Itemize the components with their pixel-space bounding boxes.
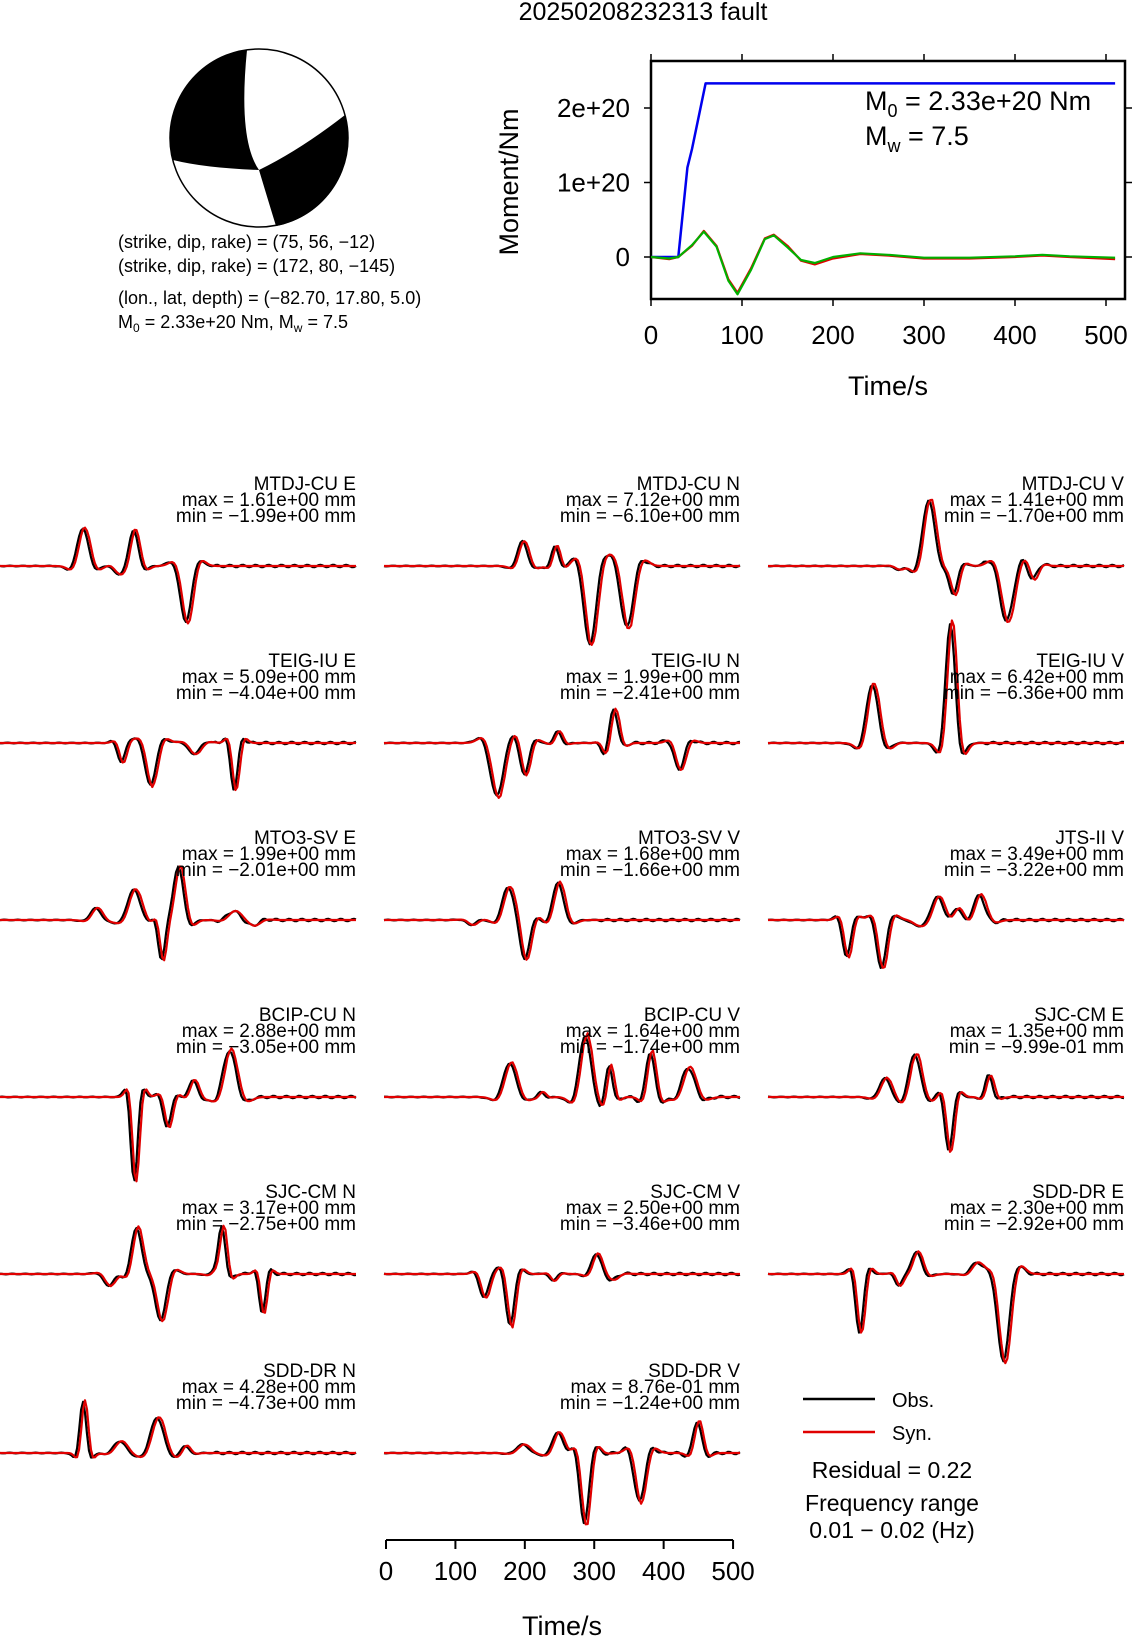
station-max: max = 3.17e+00 mm bbox=[181, 1198, 356, 1219]
station-min: min = −6.10e+00 mm bbox=[559, 506, 740, 527]
waveform-x-axis-label: Time/s bbox=[522, 1611, 602, 1637]
station-name: JTS-II V bbox=[1055, 828, 1124, 849]
station-panel bbox=[0, 828, 356, 960]
station-name: SJC-CM N bbox=[265, 1182, 356, 1203]
hypocenter-location: (lon., lat, depth) = (−82.70, 17.80, 5.0) bbox=[118, 288, 422, 308]
station-panel bbox=[0, 1182, 356, 1321]
moment-magnitude-line: $M_0 = 2.33e+20$ Nm, $M_w = 7.5$ bbox=[118, 312, 348, 335]
obs-trace bbox=[768, 1252, 1124, 1361]
station-min: min = −2.41e+00 mm bbox=[559, 683, 740, 704]
obs-trace bbox=[768, 1055, 1124, 1150]
station-max: max = 6.42e+00 mm bbox=[949, 667, 1124, 688]
syn-trace bbox=[0, 739, 356, 791]
legend bbox=[803, 1390, 979, 1543]
station-max: max = 1.99e+00 mm bbox=[565, 667, 740, 688]
waveform-x-tick-label: 500 bbox=[711, 1556, 755, 1586]
station-name: BCIP-CU N bbox=[258, 1005, 356, 1026]
station-max: max = 4.28e+00 mm bbox=[181, 1377, 356, 1398]
station-max: max = 2.50e+00 mm bbox=[565, 1198, 740, 1219]
obs-trace bbox=[384, 1254, 740, 1324]
waveform-x-tick-label: 300 bbox=[572, 1556, 616, 1586]
moment-x-tick-label: 400 bbox=[993, 320, 1037, 350]
obs-trace bbox=[0, 738, 356, 789]
station-panel bbox=[768, 1005, 1124, 1152]
station-panel bbox=[384, 828, 740, 960]
obs-trace bbox=[384, 1423, 740, 1523]
station-max: max = 1.68e+00 mm bbox=[565, 844, 740, 865]
station-panel bbox=[768, 474, 1124, 622]
station-min: min = −6.36e+00 mm bbox=[943, 683, 1124, 704]
station-name: MTO3-SV E bbox=[253, 828, 356, 849]
station-min: min = −4.73e+00 mm bbox=[175, 1393, 356, 1414]
syn-trace bbox=[384, 1253, 740, 1327]
station-max: max = 1.41e+00 mm bbox=[949, 490, 1124, 511]
syn-trace bbox=[0, 1226, 356, 1321]
syn-trace bbox=[768, 1251, 1124, 1363]
station-panel bbox=[768, 1182, 1124, 1363]
station-name: SDD-DR E bbox=[1032, 1182, 1124, 1203]
moment-x-tick-label: 200 bbox=[811, 320, 855, 350]
station-panel bbox=[384, 1361, 740, 1524]
station-panel bbox=[384, 1182, 740, 1327]
moment-y-tick-label: 1e+20 bbox=[556, 167, 630, 198]
station-panel bbox=[0, 651, 356, 790]
syn-trace bbox=[384, 709, 740, 798]
station-max: max = 7.12e+00 mm bbox=[565, 490, 740, 511]
nodal-plane-2: (strike, dip, rake) = (172, 80, −145) bbox=[118, 256, 396, 276]
station-name: TEIG-IU E bbox=[268, 651, 356, 672]
station-max: max = 3.49e+00 mm bbox=[949, 844, 1124, 865]
station-panel bbox=[384, 651, 740, 798]
waveform-x-tick-label: 100 bbox=[433, 1556, 478, 1586]
station-panel bbox=[0, 474, 356, 623]
moment-annotation-mw: $M_w = 7.5$ bbox=[865, 121, 969, 156]
station-max: max = 1.35e+00 mm bbox=[949, 1021, 1124, 1042]
station-panel bbox=[768, 828, 1124, 968]
syn-trace bbox=[0, 528, 356, 624]
station-min: min = −1.74e+00 mm bbox=[559, 1037, 740, 1058]
station-name: TEIG-IU N bbox=[651, 651, 740, 672]
station-max: max = 1.64e+00 mm bbox=[565, 1021, 740, 1042]
station-min: min = −1.99e+00 mm bbox=[175, 506, 356, 527]
station-name: MTDJ-CU N bbox=[636, 474, 740, 495]
station-max: max = 2.88e+00 mm bbox=[181, 1021, 356, 1042]
legend-syn-label: Syn. bbox=[892, 1423, 933, 1445]
station-panel bbox=[0, 1361, 356, 1458]
station-max: max = 8.76e-01 mm bbox=[570, 1377, 740, 1398]
moment-x-tick-label: 100 bbox=[720, 320, 764, 350]
waveform-time-axis bbox=[379, 1540, 755, 1586]
station-min: min = −1.70e+00 mm bbox=[943, 506, 1124, 527]
station-min: min = −2.01e+00 mm bbox=[175, 860, 356, 881]
station-panel bbox=[384, 474, 740, 645]
station-name: MTDJ-CU E bbox=[253, 474, 356, 495]
station-min: min = −4.04e+00 mm bbox=[175, 683, 356, 704]
station-min: min = −1.66e+00 mm bbox=[559, 860, 740, 881]
syn-trace bbox=[768, 894, 1124, 968]
station-min: min = −3.46e+00 mm bbox=[559, 1214, 740, 1235]
station-min: min = −3.22e+00 mm bbox=[943, 860, 1124, 881]
moment-series-1 bbox=[651, 231, 1115, 293]
moment-annotation-m0: $M_0 = 2.33e+20$ Nm bbox=[865, 86, 1092, 121]
station-min: min = −2.75e+00 mm bbox=[175, 1214, 356, 1235]
station-panel bbox=[0, 1005, 356, 1181]
station-min: min = −9.99e-01 mm bbox=[948, 1037, 1124, 1058]
station-name: SJC-CM E bbox=[1034, 1005, 1124, 1026]
station-panel bbox=[384, 1005, 740, 1106]
station-max: max = 5.09e+00 mm bbox=[181, 667, 356, 688]
waveform-panels bbox=[0, 474, 1124, 1524]
station-max: max = 1.99e+00 mm bbox=[181, 844, 356, 865]
syn-trace bbox=[384, 1421, 740, 1524]
moment-y-tick-label: 0 bbox=[615, 242, 630, 272]
legend-obs-label: Obs. bbox=[892, 1390, 935, 1412]
station-name: MTDJ-CU V bbox=[1021, 474, 1124, 495]
moment-x-tick-label: 300 bbox=[902, 320, 946, 350]
frequency-range-title: Frequency range bbox=[805, 1490, 979, 1516]
station-name: MTO3-SV V bbox=[637, 828, 740, 849]
residual-text: Residual = 0.22 bbox=[811, 1457, 973, 1483]
station-min: min = −1.24e+00 mm bbox=[559, 1393, 740, 1414]
station-max: max = 2.30e+00 mm bbox=[949, 1198, 1124, 1219]
station-max: max = 1.61e+00 mm bbox=[181, 490, 356, 511]
waveform-x-tick-label: 400 bbox=[641, 1556, 686, 1586]
moment-y-tick-label: 2e+20 bbox=[556, 93, 630, 123]
station-name: TEIG-IU V bbox=[1036, 651, 1124, 672]
beachball-diagram bbox=[170, 49, 348, 227]
moment-function-chart bbox=[494, 54, 1132, 401]
moment-x-axis-label: Time/s bbox=[848, 371, 928, 401]
station-name: SJC-CM V bbox=[650, 1182, 740, 1203]
station-min: min = −2.92e+00 mm bbox=[943, 1214, 1124, 1235]
nodal-plane-1: (strike, dip, rake) = (75, 56, −12) bbox=[118, 232, 376, 252]
moment-x-tick-label: 0 bbox=[643, 320, 659, 350]
station-name: SDD-DR N bbox=[263, 1361, 356, 1382]
station-name: SDD-DR V bbox=[648, 1361, 740, 1382]
waveform-x-tick-label: 0 bbox=[378, 1556, 394, 1586]
syn-trace bbox=[0, 1048, 356, 1181]
syn-trace bbox=[384, 541, 740, 645]
obs-trace bbox=[0, 1051, 356, 1180]
station-panel bbox=[768, 621, 1124, 754]
station-name: BCIP-CU V bbox=[643, 1005, 740, 1026]
waveform-x-tick-label: 200 bbox=[503, 1556, 547, 1586]
figure-title: 20250208232313 fault bbox=[518, 0, 768, 26]
frequency-range-value: 0.01 − 0.02 (Hz) bbox=[809, 1517, 975, 1543]
station-min: min = −3.05e+00 mm bbox=[175, 1037, 356, 1058]
moment-x-tick-label: 500 bbox=[1084, 320, 1128, 350]
moment-series-2 bbox=[651, 232, 1115, 295]
moment-y-axis-label: Moment/Nm bbox=[494, 108, 524, 256]
